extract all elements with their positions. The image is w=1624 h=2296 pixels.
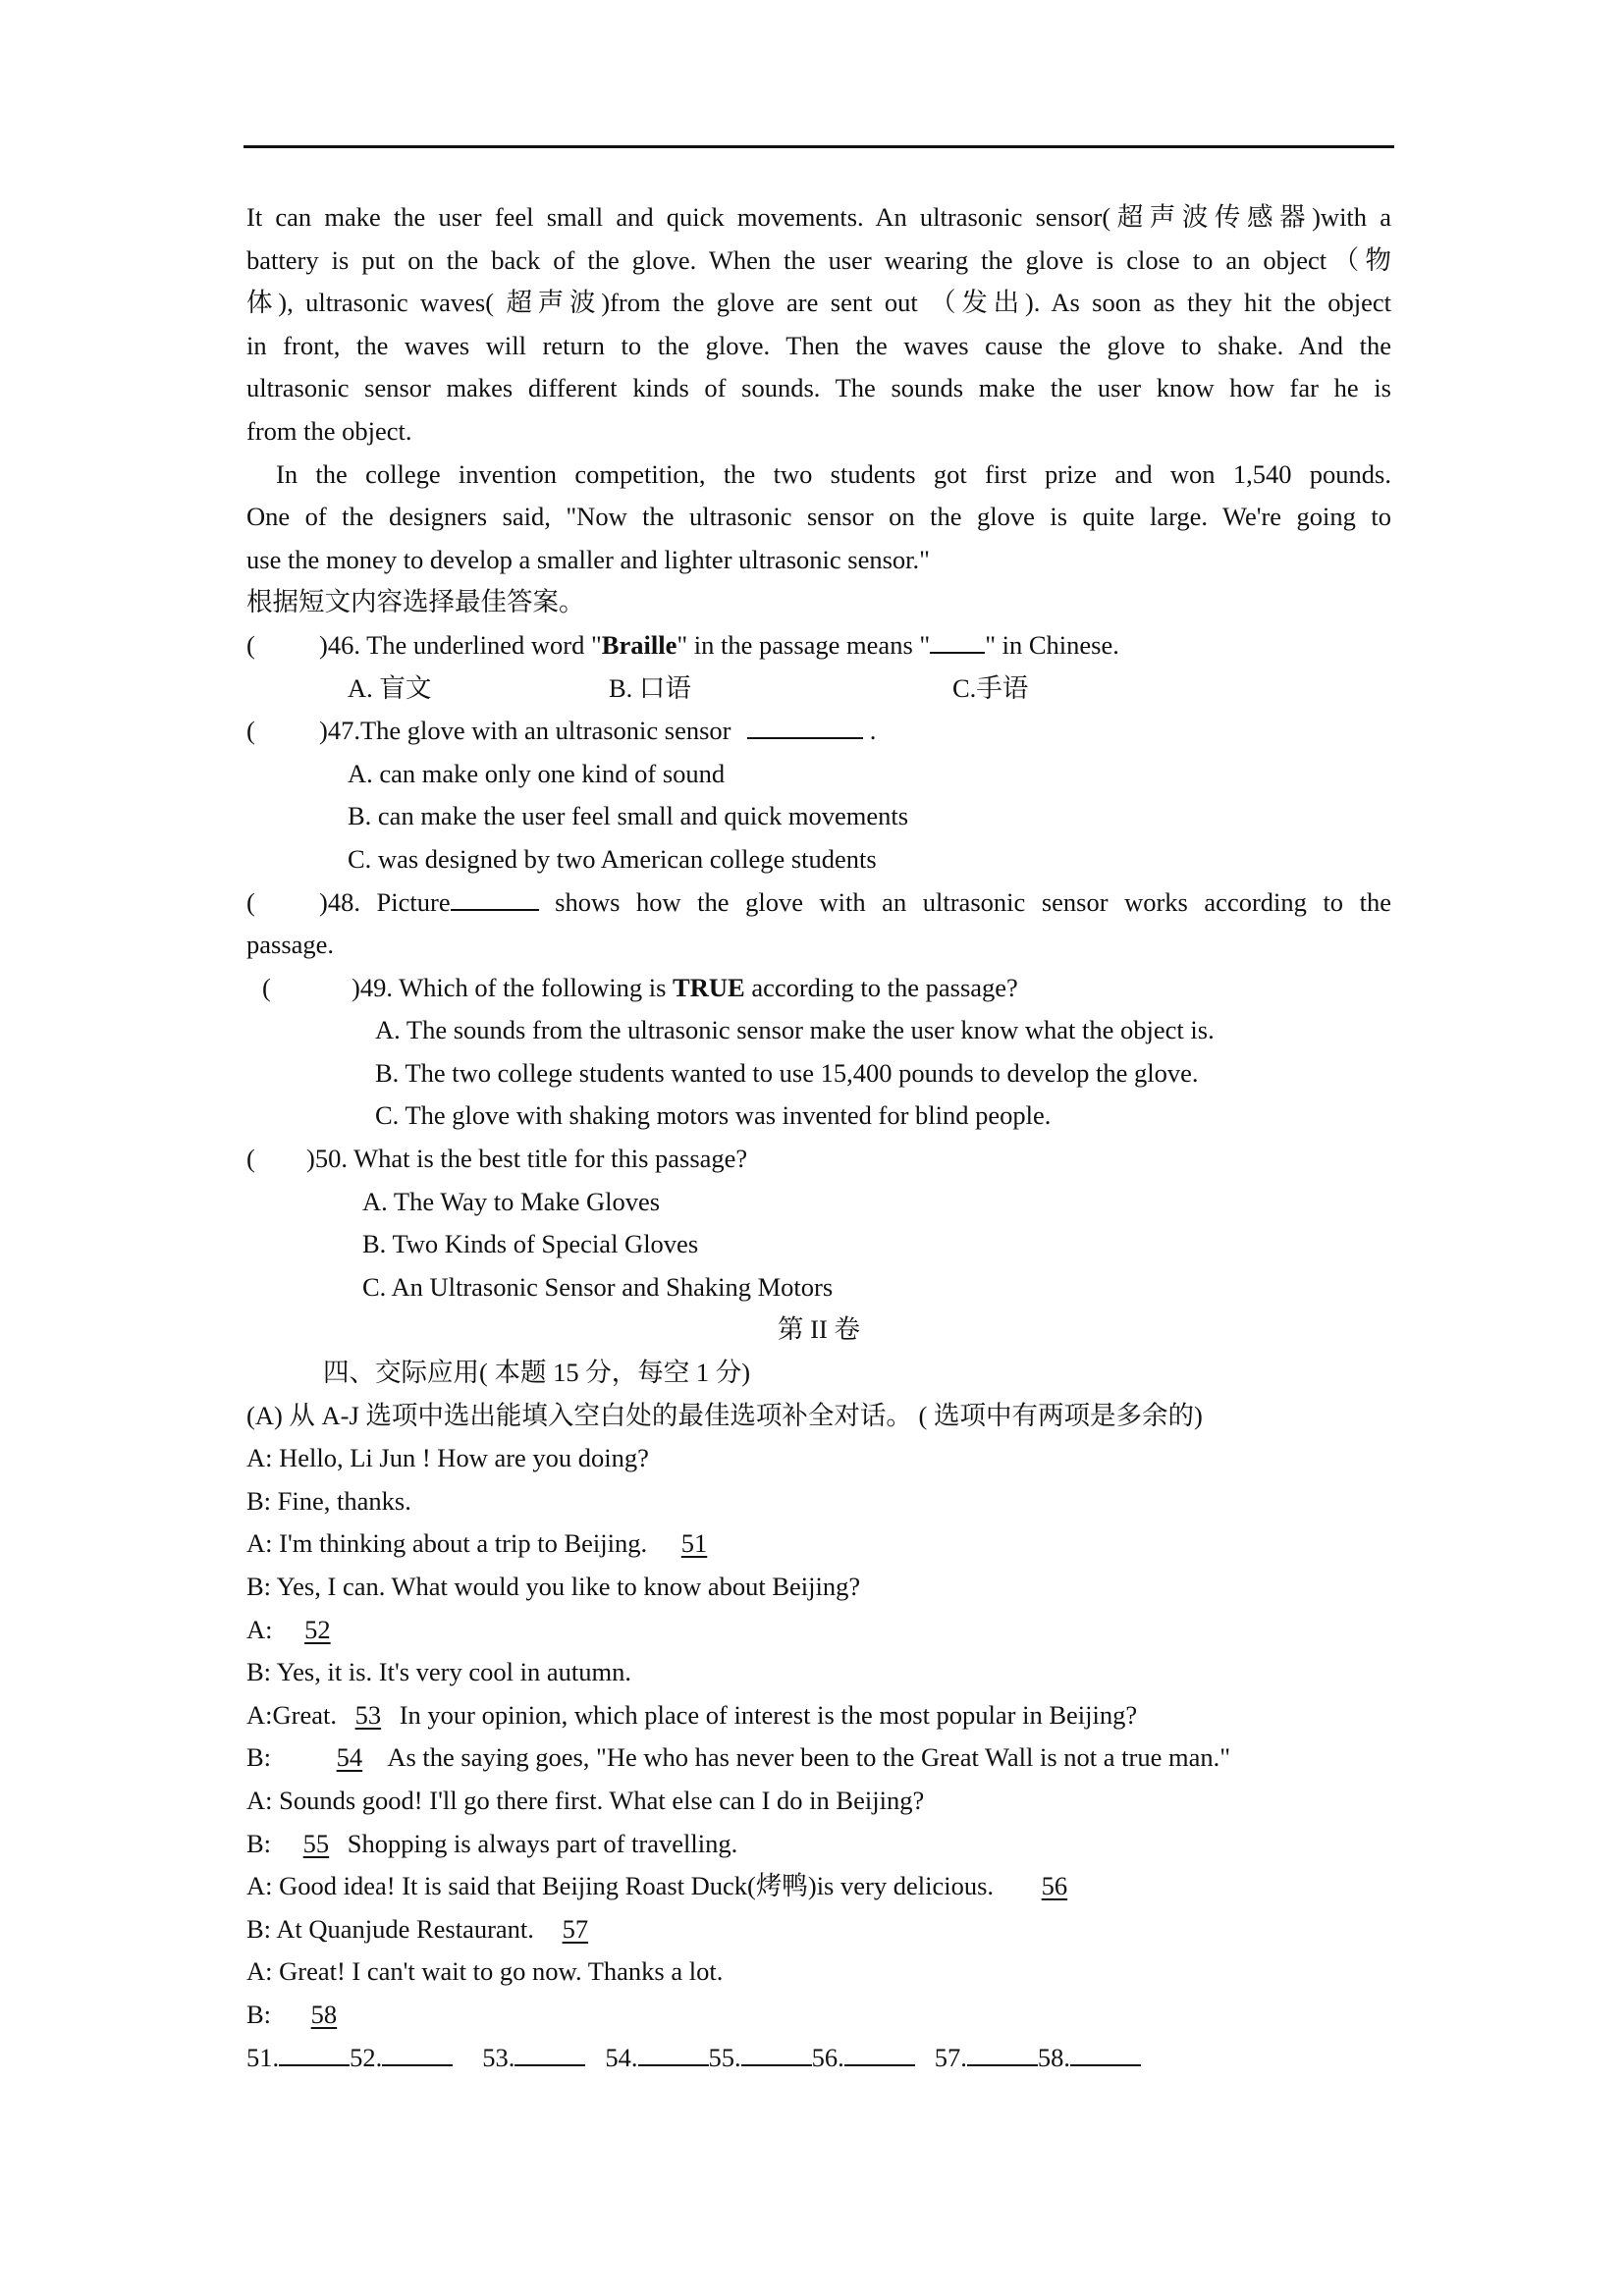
- answer-blank[interactable]: [514, 2064, 585, 2066]
- passage-line: One of the designers said, "Now the ultrasonic sensor on the glove is quite large. We're going to: [246, 502, 1391, 532]
- option[interactable]: B. The two college students wanted to use 15,400 pounds to develop the glove.: [375, 1057, 1199, 1088]
- dialogue-line: B: 55 Shopping is always part of travelling.: [246, 1828, 738, 1858]
- option[interactable]: A. The Way to Make Gloves: [362, 1186, 661, 1216]
- option[interactable]: B. 口语: [609, 672, 691, 703]
- dialogue-blank[interactable]: 52: [304, 1614, 331, 1644]
- dialogue-blank[interactable]: 56: [1041, 1871, 1068, 1901]
- answer-label: 53.: [482, 2042, 515, 2072]
- dialogue-line: B: Fine, thanks.: [246, 1485, 411, 1516]
- option[interactable]: B. can make the user feel small and quick movements: [348, 801, 909, 831]
- answer-label: 54.: [605, 2042, 638, 2072]
- dialogue-blank[interactable]: 54: [336, 1742, 363, 1773]
- answer-label: 51.: [246, 2042, 280, 2072]
- dialogue-line: B: Yes, it is. It's very cool in autumn.: [246, 1657, 631, 1687]
- answer-paren[interactable]: (: [246, 716, 255, 746]
- answer-label: 52.: [350, 2042, 383, 2072]
- answer-blank[interactable]: [638, 2064, 709, 2066]
- answer-blank[interactable]: [1070, 2064, 1141, 2066]
- dialogue-blank[interactable]: 57: [562, 1913, 589, 1944]
- passage-line: in front, the waves will return to the glove. Then the waves cause the glove to shake. And the: [246, 330, 1391, 360]
- answer-blank[interactable]: [741, 2064, 812, 2066]
- dialogue-line: A: I'm thinking about a trip to Beijing. 51: [246, 1522, 1391, 1566]
- dialogue-blank[interactable]: 51: [680, 1528, 708, 1559]
- option[interactable]: C.手语: [952, 672, 1029, 703]
- dialogue-line: A: Good idea! It is said that Beijing Roast Duck(烤鸭)is very delicious. 56: [246, 1865, 1391, 1908]
- dialogue-line: A: Great! I can't wait to go now. Thanks a lot.: [246, 1956, 724, 1987]
- answer-blank[interactable]: [747, 737, 863, 739]
- bold-word: TRUE: [673, 972, 745, 1002]
- answer-label: 58.: [1037, 2042, 1070, 2072]
- question-50: ( )50. What is the best title for this passage?: [246, 1138, 1391, 1181]
- q46-options: [246, 667, 1391, 711]
- dialogue-blank[interactable]: 58: [310, 1999, 338, 2029]
- dialogue-line: B: 58: [246, 1994, 1391, 2037]
- question-48: ( )48. Picture shows how the glove with an ultrasonic sensor works according to the: [246, 881, 1391, 925]
- answer-label: 56.: [811, 2042, 844, 2072]
- option[interactable]: A. can make only one kind of sound: [348, 758, 726, 788]
- dialogue-line: A: Sounds good! I'll go there first. What else can I do in Beijing?: [246, 1785, 925, 1815]
- answer-label: 55.: [708, 2042, 741, 2072]
- answer-paren[interactable]: (: [246, 629, 255, 660]
- question-46: ( )46. The underlined word "Braille" in the passage means " " in Chinese.: [246, 624, 1391, 667]
- dialogue-line: B: 54 As the saying goes, "He who has never been to the Great Wall is not a true man.": [246, 1742, 1231, 1773]
- option[interactable]: B. Two Kinds of Special Gloves: [362, 1229, 699, 1259]
- answer-paren[interactable]: (: [262, 972, 271, 1002]
- answer-row: [246, 2037, 1391, 2080]
- dialogue-line: B: At Quanjude Restaurant. 57: [246, 1908, 1391, 1951]
- answer-blank[interactable]: [930, 652, 985, 654]
- question-49: ( )49. Which of the following is TRUE according to the passage?: [246, 967, 1391, 1010]
- passage-line: battery is put on the back of the glove. When the user wearing the glove is close to an object（物: [246, 244, 1391, 275]
- answer-blank[interactable]: [451, 909, 539, 911]
- passage-line: use the money to develop a smaller and lighter ultrasonic sensor.": [246, 544, 930, 574]
- option[interactable]: C. was designed by two American college students: [348, 843, 877, 874]
- passage-line: ultrasonic sensor makes different kinds of sounds. The sounds make the user know how far he is: [246, 373, 1391, 403]
- answer-blank[interactable]: [967, 2064, 1038, 2066]
- answer-blank[interactable]: [382, 2064, 453, 2066]
- part-heading: 四、交际应用( 本题 15 分，每空 1 分): [323, 1358, 751, 1388]
- dialogue-line: A: 52: [246, 1609, 1391, 1652]
- page-content: [246, 196, 1391, 2079]
- part-instruction: (A) 从 A-J 选项中选出能填入空白处的最佳选项补全对话。 ( 选项中有两项是多余的): [246, 1400, 1203, 1430]
- question-47: ( )47.The glove with an ultrasonic sensor .: [246, 710, 1391, 753]
- section-title: 第 II 卷: [778, 1314, 860, 1345]
- dialogue-line: B: Yes, I can. What would you like to know about Beijing?: [246, 1572, 861, 1601]
- instruction: 根据短文内容选择最佳答案。: [246, 587, 585, 617]
- dialogue-line: A:Great. 53 In your opinion, which place of interest is the most popular in Beijing?: [246, 1699, 1138, 1730]
- dialogue-blank[interactable]: 53: [354, 1699, 382, 1730]
- dialogue-blank[interactable]: 55: [302, 1828, 330, 1858]
- bold-word: Braille: [601, 629, 677, 660]
- answer-label: 57.: [934, 2042, 967, 2072]
- answer-blank[interactable]: [279, 2064, 350, 2066]
- option[interactable]: A. The sounds from the ultrasonic sensor make the user know what the object is.: [375, 1015, 1215, 1045]
- passage-line: In the college invention competition, the two students got first prize and won 1,540 pounds.: [276, 458, 1391, 489]
- option[interactable]: C. An Ultrasonic Sensor and Shaking Motors: [362, 1271, 834, 1302]
- passage-line: 体), ultrasonic waves( 超声波)from the glove are sent out （发出). As soon as they hit the object: [246, 288, 1391, 318]
- answer-blank[interactable]: [844, 2064, 915, 2066]
- answer-paren[interactable]: (: [246, 1144, 255, 1174]
- option[interactable]: C. The glove with shaking motors was invented for blind people.: [375, 1100, 1052, 1131]
- passage-line: from the object.: [246, 415, 412, 446]
- option[interactable]: A. 盲文: [348, 672, 432, 703]
- dialogue-line: A: Hello, Li Jun ! How are you doing?: [246, 1443, 649, 1473]
- answer-paren[interactable]: (: [246, 886, 255, 917]
- question-48-cont: passage.: [246, 930, 335, 960]
- passage-line: It can make the user feel small and quick movements. An ultrasonic sensor(超声波传感器)with a: [246, 202, 1391, 232]
- header-rule: [244, 145, 1394, 148]
